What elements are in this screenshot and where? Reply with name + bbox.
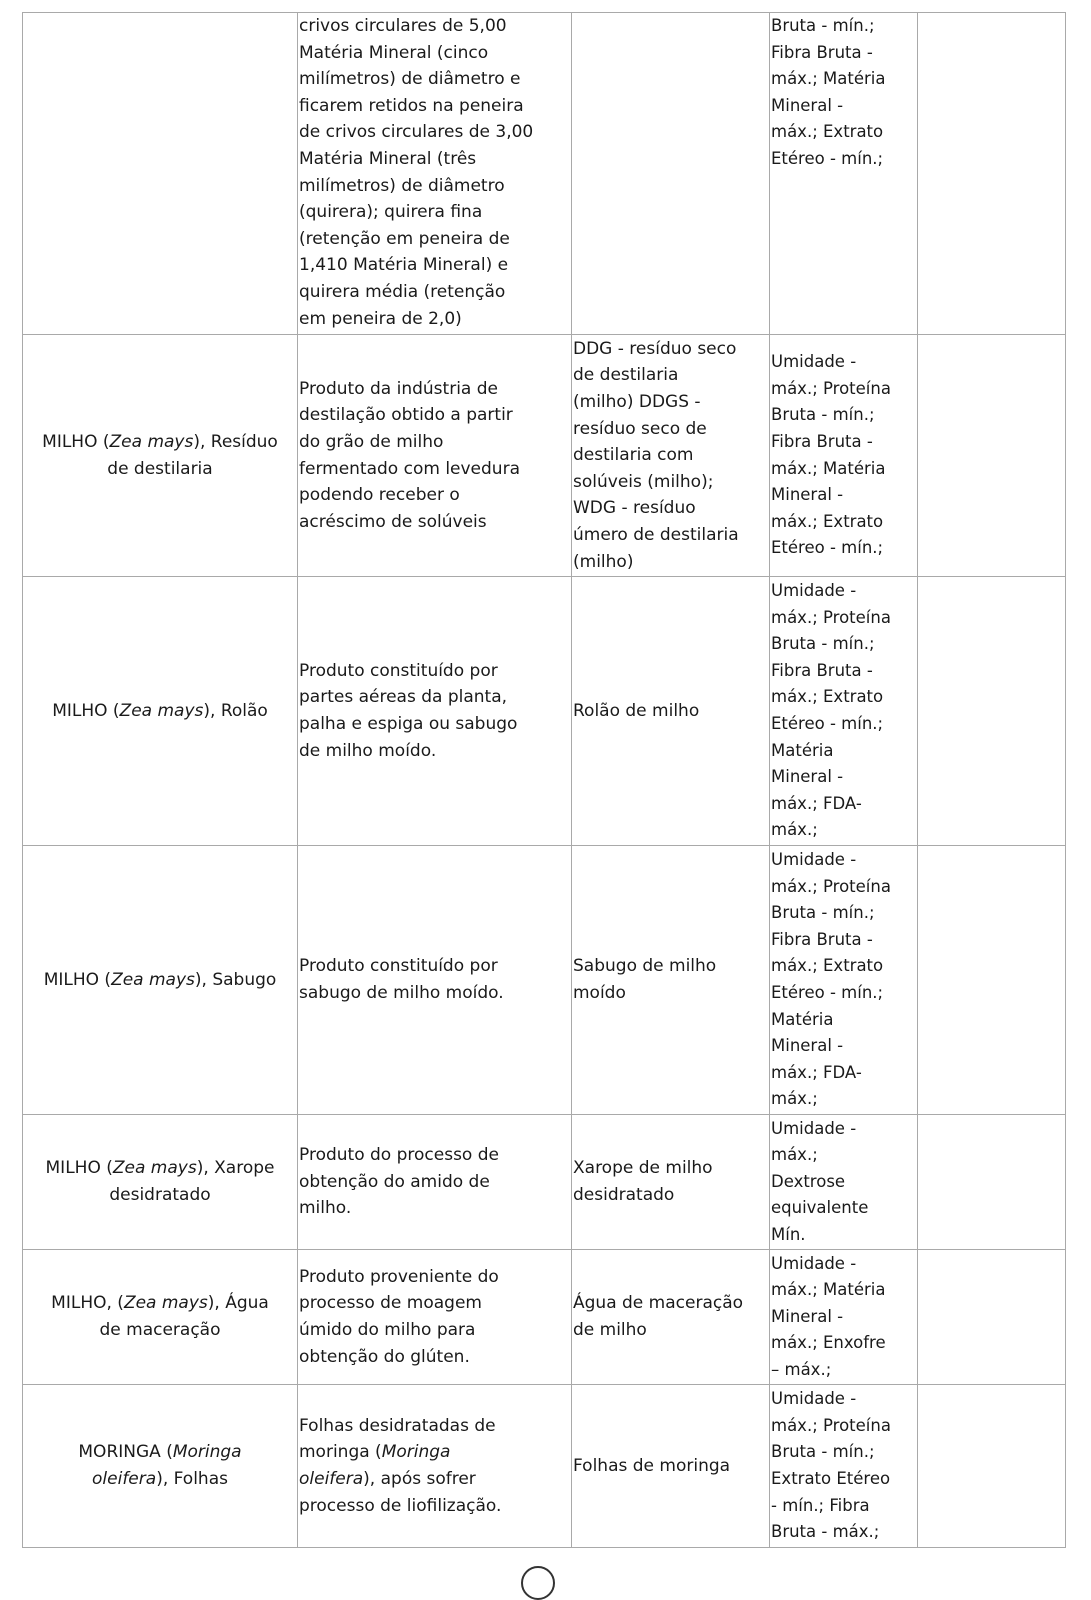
guarantees-cell: Bruta - mín.; Fibra Bruta - máx.; Matéria Mineral - máx.; Extrato Etéreo - mín.;	[770, 13, 918, 335]
text-segment: ), Folhas	[156, 1469, 228, 1489]
text-segment: MILHO (	[45, 1158, 113, 1179]
guarantees-cell: Umidade - máx.; Matéria Mineral - máx.; Enxofre – máx.;	[770, 1250, 918, 1385]
extra-cell	[918, 1385, 1066, 1548]
synonyms-cell: Sabugo de milho moído	[572, 846, 770, 1115]
ingredient-name-cell	[23, 1115, 298, 1250]
text-segment: ), Xarope desidratado	[109, 1158, 275, 1205]
text-segment: Produto da indústria de destilação obtido a partir do grão de milho fermentado com levedura podendo receber o acréscimo de solúveis	[299, 378, 520, 532]
description-cell	[298, 1115, 572, 1250]
synonyms-cell: DDG - resíduo seco de destilaria (milho) DDGS - resíduo seco de destilaria com solúveis (milho); WDG - resíduo úmero de destilaria (milho)	[572, 335, 770, 577]
extra-cell	[918, 13, 1066, 335]
text-segment: ), Rolão	[203, 700, 268, 721]
text-segment: Produto do processo de obtenção do amido de milho.	[299, 1145, 499, 1219]
text-segment: MILHO (	[52, 700, 120, 721]
ingredients-table	[22, 12, 1066, 1548]
guarantees-cell: Umidade - máx.; Proteína Bruta - mín.; Fibra Bruta - máx.; Extrato Etéreo - mín.; Matéria Mineral - máx.; FDA- máx.;	[770, 846, 918, 1115]
italic-text: Zea mays	[111, 969, 195, 990]
table-row	[23, 335, 1066, 577]
guarantees-cell: Umidade - máx.; Proteína Bruta - mín.; Extrato Etéreo - mín.; Fibra Bruta - máx.;	[770, 1385, 918, 1548]
description-cell	[298, 1250, 572, 1385]
table-row	[23, 13, 1066, 335]
text-segment: ), Água de maceração	[99, 1293, 269, 1340]
extra-cell	[918, 335, 1066, 577]
italic-text: Moringa oleifera	[92, 1442, 242, 1489]
ingredient-name-cell	[23, 13, 298, 335]
synonyms-cell: Rolão de milho	[572, 577, 770, 846]
text-segment: Folhas desidratadas de moringa (	[299, 1415, 496, 1463]
text-segment: MILHO, (	[51, 1293, 124, 1314]
text-segment: MILHO (	[42, 431, 110, 452]
table-row	[23, 1385, 1066, 1548]
ingredient-name-cell	[23, 335, 298, 577]
description-cell	[298, 13, 572, 335]
text-segment: MORINGA (	[78, 1442, 173, 1463]
description-cell	[298, 335, 572, 577]
table-row	[23, 846, 1066, 1115]
synonyms-cell	[572, 13, 770, 335]
guarantees-cell: Umidade - máx.; Dextrose equivalente Mín.	[770, 1115, 918, 1250]
ingredient-name-cell	[23, 1385, 298, 1548]
text-segment: ), após sofrer processo de liofilização.	[299, 1469, 502, 1516]
extra-cell	[918, 577, 1066, 846]
text-segment: crivos circulares de 5,00 Matéria Mineral (cinco milímetros) de diâmetro e ficarem retidos na peneira de crivos circulares de 3,00 Matéria Mineral (três milímetros) de diâmetro (quirera); quirera fina (retenção em peneira de 1,410 Matéria Mineral) e quirera média (retenção em peneira de 2,0)	[299, 16, 534, 329]
text-segment: MILHO (	[43, 969, 112, 990]
description-cell	[298, 846, 572, 1115]
description-cell	[298, 577, 572, 846]
text-segment: ), Resíduo de destilaria	[107, 431, 278, 479]
text-segment: Produto constituído por sabugo de milho moído.	[299, 956, 504, 1003]
synonyms-cell: Xarope de milho desidratado	[572, 1115, 770, 1250]
table-body	[23, 13, 1066, 1548]
guarantees-cell: Umidade - máx.; Proteína Bruta - mín.; Fibra Bruta - máx.; Matéria Mineral - máx.; Extrato Etéreo - mín.;	[770, 335, 918, 577]
table-row	[23, 1115, 1066, 1250]
extra-cell	[918, 846, 1066, 1115]
synonyms-cell: Folhas de moringa	[572, 1385, 770, 1548]
text-segment: Produto constituído por partes aéreas da planta, palha e espiga ou sabugo de milho moído.	[299, 660, 518, 761]
italic-text: Zea mays	[112, 1158, 197, 1179]
ingredient-name-cell	[23, 577, 298, 846]
page-number-circle	[521, 1566, 555, 1600]
italic-text: Zea mays	[109, 431, 194, 452]
table-row	[23, 1250, 1066, 1385]
italic-text: Moringa oleifera	[299, 1442, 451, 1489]
italic-text: Zea mays	[119, 700, 204, 721]
extra-cell	[918, 1250, 1066, 1385]
text-segment: ), Sabugo	[194, 969, 277, 990]
extra-cell	[918, 1115, 1066, 1250]
table-row	[23, 577, 1066, 846]
description-cell	[298, 1385, 572, 1548]
ingredient-name-cell	[23, 1250, 298, 1385]
synonyms-cell: Água de maceração de milho	[572, 1250, 770, 1385]
italic-text: Zea mays	[123, 1293, 208, 1314]
guarantees-cell: Umidade - máx.; Proteína Bruta - mín.; Fibra Bruta - máx.; Extrato Etéreo - mín.; Matéria Mineral - máx.; FDA- máx.;	[770, 577, 918, 846]
text-segment: Produto proveniente do processo de moagem úmido do milho para obtenção do glúten.	[299, 1266, 499, 1367]
ingredient-name-cell	[23, 846, 298, 1115]
